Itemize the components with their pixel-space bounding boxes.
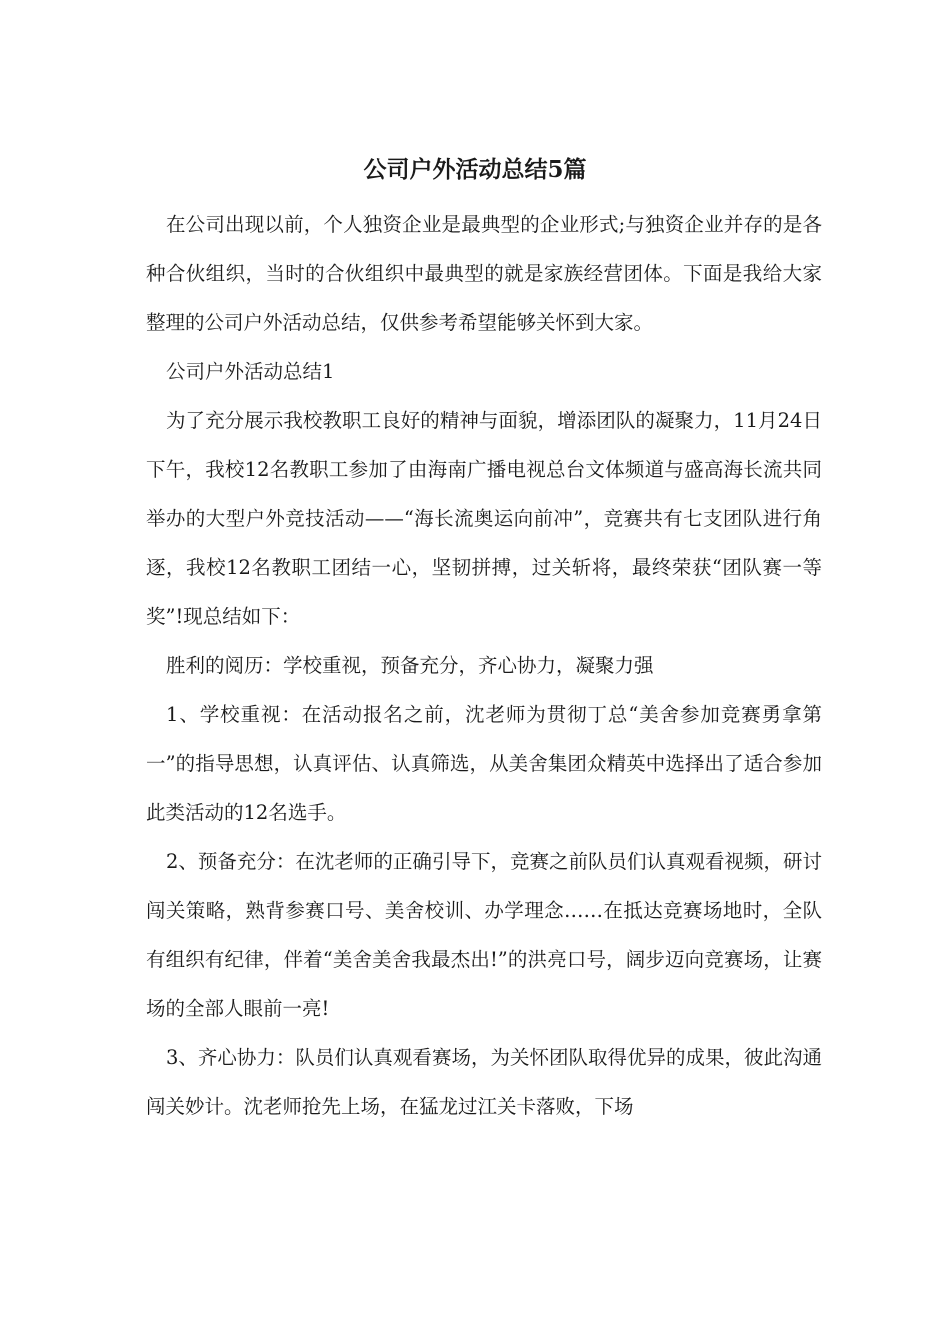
paragraph-experience: 胜利的阅历：学校重视，预备充分，齐心协力，凝聚力强 [166, 654, 654, 677]
paragraph-event: 为了充分展示我校教职工良好的精神与面貌，增添团队的凝聚力，11月24日下午，我校12名教职工参加了由海南广播电视总台文体频道与盛高海长流共同举办的大型户外竞技活动——“海长流奥运向前冲”，竞赛共有七支团队进行角逐，我校12名教职工团结一心，坚韧拼搏，过关斩将，最终荣获“团队赛一等奖”!现总结如下： [146, 409, 822, 628]
document-body [146, 200, 822, 1131]
paragraph-point-2: 2、预备充分：在沈老师的正确引导下，竞赛之前队员们认真观看视频，研讨闯关策略，熟背参赛口号、美舍校训、办学理念……在抵达竞赛场地时，全队有组织有纪律，伴着“美舍美舍我最杰出!”的洪亮口号，阔步迈向竞赛场，让赛场的全部人眼前一亮! [146, 850, 822, 1020]
paragraph-point-3: 3、齐心协力：队员们认真观看赛场，为关怀团队取得优异的成果，彼此沟通闯关妙计。沈老师抢先上场，在猛龙过江关卡落败，下场 [146, 1046, 822, 1118]
section-heading-1: 公司户外活动总结1 [166, 360, 335, 383]
document-title: 公司户外活动总结5篇 [363, 156, 587, 183]
paragraph-intro: 在公司出现以前，个人独资企业是最典型的企业形式;与独资企业并存的是各种合伙组织，当时的合伙组织中最典型的就是家族经营团体。下面是我给大家整理的公司户外活动总结，仅供参考希望能够关怀到大家。 [146, 213, 822, 334]
paragraph-point-1: 1、学校重视：在活动报名之前，沈老师为贯彻丁总“美舍参加竞赛勇拿第一”的指导思想，认真评估、认真筛选，从美舍集团众精英中选择出了适合参加此类活动的12名选手。 [146, 703, 822, 824]
